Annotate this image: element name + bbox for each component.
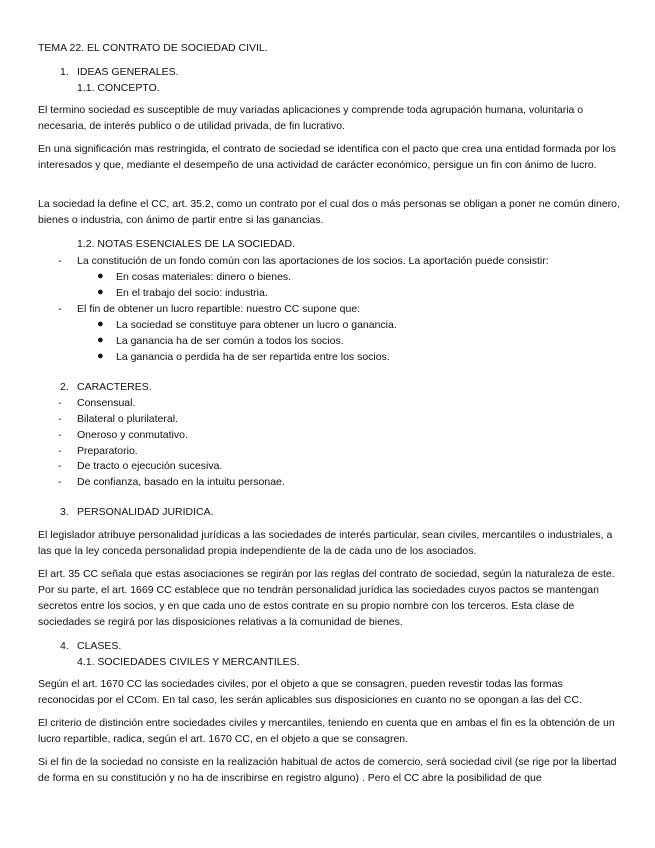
list-item: De confianza, basado en la intuitu personae. — [77, 476, 285, 488]
paragraph-personalidad-2: El art. 35 CC señala que estas asociaciones se regirán por las reglas del contrato de sociedad, según la naturaleza de este. Por su parte, el art. 1669 CC establece que no tendrán personalidad jurídica las sociedades cuyos pactos se mantengan secretos entre los socios, y en que cada uno de estos contrate en su propio nombre con los terceros. Esta clase de sociedades se regirá por las disposiciones relativas a la comunidad de bienes. — [38, 568, 615, 628]
list-subitem: La sociedad se constituye para obtener un lucro o ganancia. — [116, 319, 397, 331]
subsection-1-1-heading: 1.1. CONCEPTO. — [77, 82, 160, 94]
list-item-fin-lucro: El fin de obtener un lucro repartible: nuestro CC supone que: — [77, 303, 361, 315]
bullet-icon: ● — [97, 334, 104, 346]
section-2-heading: CARACTERES. — [77, 381, 152, 393]
document-title: TEMA 22. EL CONTRATO DE SOCIEDAD CIVIL. — [38, 42, 268, 54]
section-3-heading: PERSONALIDAD JURIDICA. — [77, 506, 214, 518]
list-subitem: En el trabajo del socio: industria. — [116, 287, 268, 299]
paragraph-clases-3: Si el fin de la sociedad no consiste en la realización habitual de actos de comercio, será sociedad civil (se rige por la libertad de forma en su constitución y no ha de inscribirse en registro alguno) . Pero el CC abre la posibilidad de que — [38, 756, 617, 784]
paragraph-personalidad-1: El legislador atribuye personalidad jurídicas a las sociedades de interés particular, sean civiles, mercantiles o industriales, a las que la ley conceda personalidad propia independiente de la de cada uno de los asociados. — [38, 529, 613, 557]
list-item: Preparatorio. — [77, 445, 138, 457]
list-subitem: La ganancia ha de ser común a todos los socios. — [116, 335, 344, 347]
dash-marker: - — [58, 460, 62, 472]
dash-marker: - — [58, 445, 62, 457]
section-1-number: 1. — [60, 66, 69, 78]
dash-marker: - — [58, 303, 62, 315]
list-item: Bilateral o plurilateral. — [77, 413, 178, 425]
paragraph-clases-1: Según el art. 1670 CC las sociedades civiles, por el objeto a que se consagren, pueden revestir todas las formas reconocidas por el CCom. En tal caso, les serán aplicables sus disposiciones en cuanto no se opongan a las del CC. — [38, 678, 582, 706]
list-item: Consensual. — [77, 397, 136, 409]
subsection-1-2-heading: 1.2. NOTAS ESENCIALES DE LA SOCIEDAD. — [77, 238, 296, 250]
dash-marker: - — [58, 476, 62, 488]
bullet-icon: ● — [97, 350, 104, 362]
section-1-heading: IDEAS GENERALES. — [77, 66, 179, 78]
section-4-heading: CLASES. — [77, 640, 122, 652]
paragraph-concept-2: En una significación mas restringida, el contrato de sociedad se identifica con el pacto que crea una entidad formada por los interesados y que, mediante el desempeño de una actividad de carácter económico, persigue un fin con ánimo de lucro. — [38, 143, 616, 171]
bullet-icon: ● — [97, 286, 104, 298]
list-item: De tracto o ejecución sucesiva. — [77, 460, 223, 472]
section-3-number: 3. — [60, 506, 69, 518]
paragraph-clases-2: El criterio de distinción entre sociedades civiles y mercantiles, teniendo en cuenta que en ambas el fin es la obtención de un lucro repartible, radica, según el art. 1670 CC, en el objeto a que se consagren. — [38, 717, 615, 745]
dash-marker: - — [58, 429, 62, 441]
paragraph-concept-3: La sociedad la define el CC, art. 35.2, como un contrato por el cual dos o más personas se obligan a poner ne común dinero, bienes o industria, con ánimo de partir entre si las ganancias. — [38, 198, 620, 226]
dash-marker: - — [58, 413, 62, 425]
bullet-icon: ● — [97, 270, 104, 282]
bullet-icon: ● — [97, 318, 104, 330]
dash-marker: - — [58, 397, 62, 409]
list-subitem: En cosas materiales: dinero o bienes. — [116, 271, 292, 283]
section-2-number: 2. — [60, 381, 69, 393]
dash-marker: - — [58, 255, 62, 267]
list-item-fondo-comun: La constitución de un fondo común con las aportaciones de los socios. La aportación puede consistir: — [77, 255, 549, 267]
paragraph-concept-1: El termino sociedad es susceptible de muy variadas aplicaciones y comprende toda agrupación humana, voluntaria o necesaria, de interés publico o de utilidad privada, de fin lucrativo. — [38, 104, 584, 132]
list-subitem: La ganancia o perdida ha de ser repartida entre los socios. — [116, 351, 390, 363]
list-item: Oneroso y conmutativo. — [77, 429, 188, 441]
section-4-number: 4. — [60, 640, 69, 652]
subsection-4-1-heading: 4.1. SOCIEDADES CIVILES Y MERCANTILES. — [77, 656, 300, 668]
